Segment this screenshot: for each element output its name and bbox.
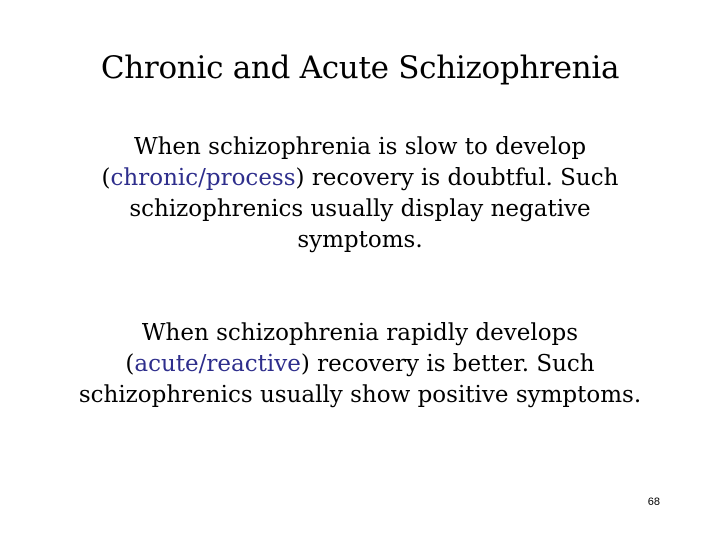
- paragraph-line: When schizophrenia rapidly develops: [141, 320, 579, 346]
- paragraph-acute: [30, 318, 690, 411]
- paragraph-line: When schizophrenia is slow to develop: [133, 134, 587, 160]
- paragraph-line: symptoms.: [297, 227, 423, 253]
- paragraph-line: [30, 163, 690, 194]
- paragraph-text: ) recovery is better. Such: [300, 351, 595, 377]
- paragraph-chronic: [30, 132, 690, 256]
- highlighted-term-chronic: chronic/process: [110, 165, 296, 191]
- paragraph-line: [30, 349, 690, 380]
- paragraph-line: schizophrenics usually show positive symptoms.: [78, 382, 642, 408]
- paragraph-text: ) recovery is doubtful. Such: [295, 165, 619, 191]
- highlighted-term-acute: acute/reactive: [134, 351, 301, 377]
- open-paren: (: [101, 165, 111, 191]
- open-paren: (: [125, 351, 135, 377]
- paragraph-line: schizophrenics usually display negative: [129, 196, 591, 222]
- page-number: 68: [647, 496, 660, 508]
- slide-title: Chronic and Acute Schizophrenia: [100, 50, 620, 86]
